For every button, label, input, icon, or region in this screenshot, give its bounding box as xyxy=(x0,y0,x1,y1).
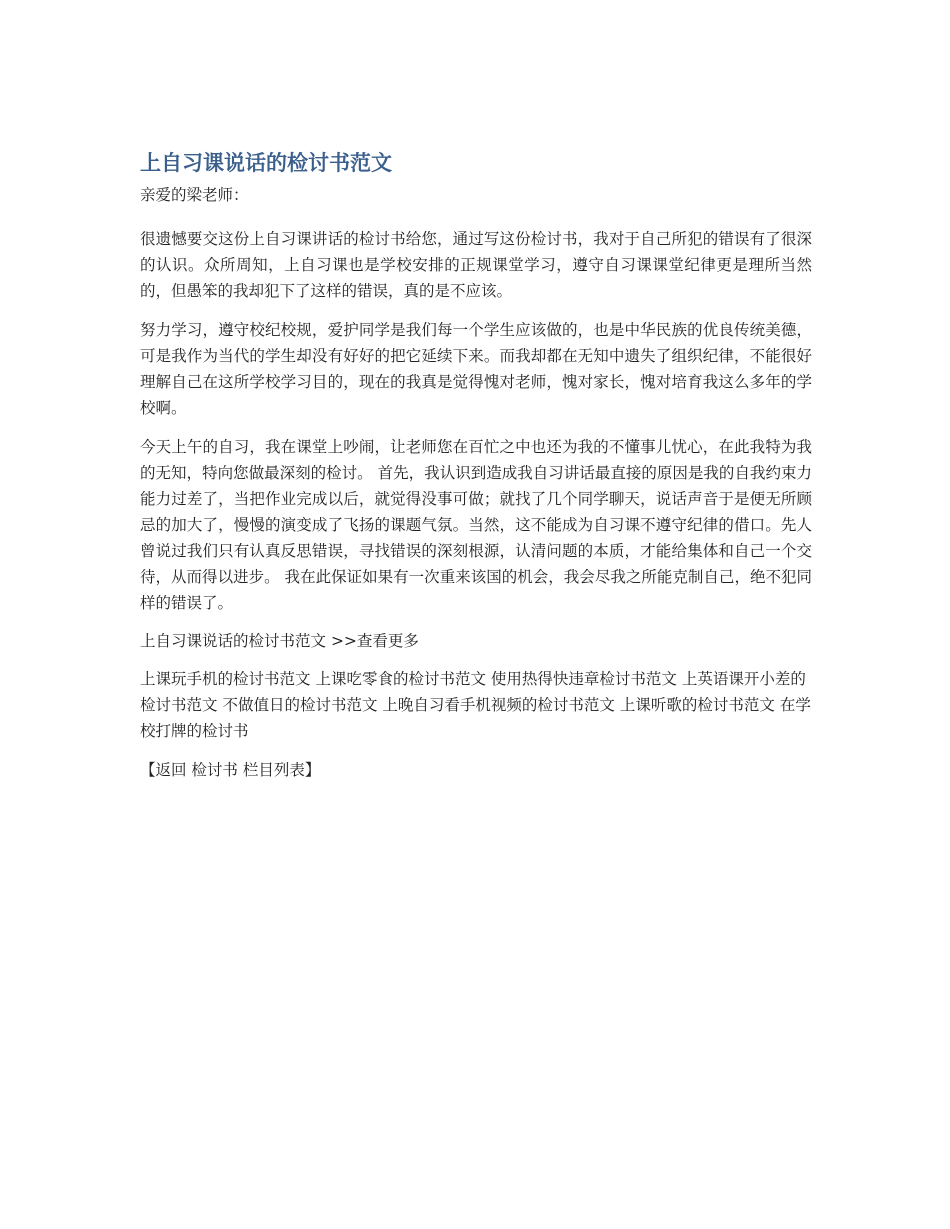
paragraph-1: 很遗憾要交这份上自习课讲话的检讨书给您，通过写这份检讨书，我对于自己所犯的错误有了很深的认识。众所周知，上自习课也是学校安排的正规课堂学习，遵守自习课课堂纪律更是理所当然的，但愚笨的我却犯下了这样的错误，真的是不应该。 xyxy=(140,230,812,300)
view-more-link[interactable]: >>查看更多 xyxy=(330,632,419,650)
paragraph-3: 今天上午的自习，我在课堂上吵闹，让老师您在百忙之中也还为我的不懂事儿忧心，在此我特为我的无知，特向您做最深刻的检讨。 首先，我认识到造成我自习讲话最直接的原因是我的自我约束力能力过差了，当把作业完成以后，就觉得没事可做；就找了几个同学聊天，说话声音于是便无所顾忌的加大了，慢慢的演变成了飞扬的课题气氛。当然，这不能成为自习课不遵守纪律的借口。先人曾说过我们只有认真反思错误，寻找错误的深刻根源，认清问题的本质，才能给集体和自己一个交待，从而得以进步。 我在此保证如果有一次重来该国的机会，我会尽我之所能克制自己，绝不犯同样的错误了。 xyxy=(140,438,812,612)
page-title: 上自习课说话的检讨书范文 xyxy=(140,151,392,175)
related-link[interactable]: 上课玩手机的检讨书范文 xyxy=(140,670,311,688)
more-line xyxy=(140,628,812,654)
related-link[interactable]: 上晚自习看手机视频的检讨书范文 xyxy=(382,696,615,714)
back-to-list-link[interactable]: 【返回 检讨书 栏目列表】 xyxy=(140,761,321,779)
related-link[interactable]: 不做值日的检讨书范文 xyxy=(222,696,378,714)
related-link[interactable]: 上课吃零食的检讨书范文 xyxy=(315,670,486,688)
salutation: 亲爱的梁老师： xyxy=(140,186,249,204)
related-link[interactable]: 在学校打牌的检讨书 xyxy=(140,696,811,740)
more-prefix: 上自习课说话的检讨书范文 xyxy=(140,632,331,650)
related-links xyxy=(140,666,812,744)
back-line xyxy=(140,757,812,783)
related-link[interactable]: 上课听歌的检讨书范文 xyxy=(619,696,775,714)
related-link[interactable]: 上英语课开小差的检讨书范文 xyxy=(140,670,806,714)
document-body xyxy=(140,148,812,783)
paragraph-2: 努力学习，遵守校纪校规，爱护同学是我们每一个学生应该做的，也是中华民族的优良传统美德，可是我作为当代的学生却没有好好的把它延续下来。而我却都在无知中遗失了组织纪律，不能很好理解自己在这所学校学习目的，现在的我真是觉得愧对老师，愧对家长，愧对培育我这么多年的学校啊。 xyxy=(140,321,812,417)
related-link[interactable]: 使用热得快违章检讨书范文 xyxy=(490,670,677,688)
